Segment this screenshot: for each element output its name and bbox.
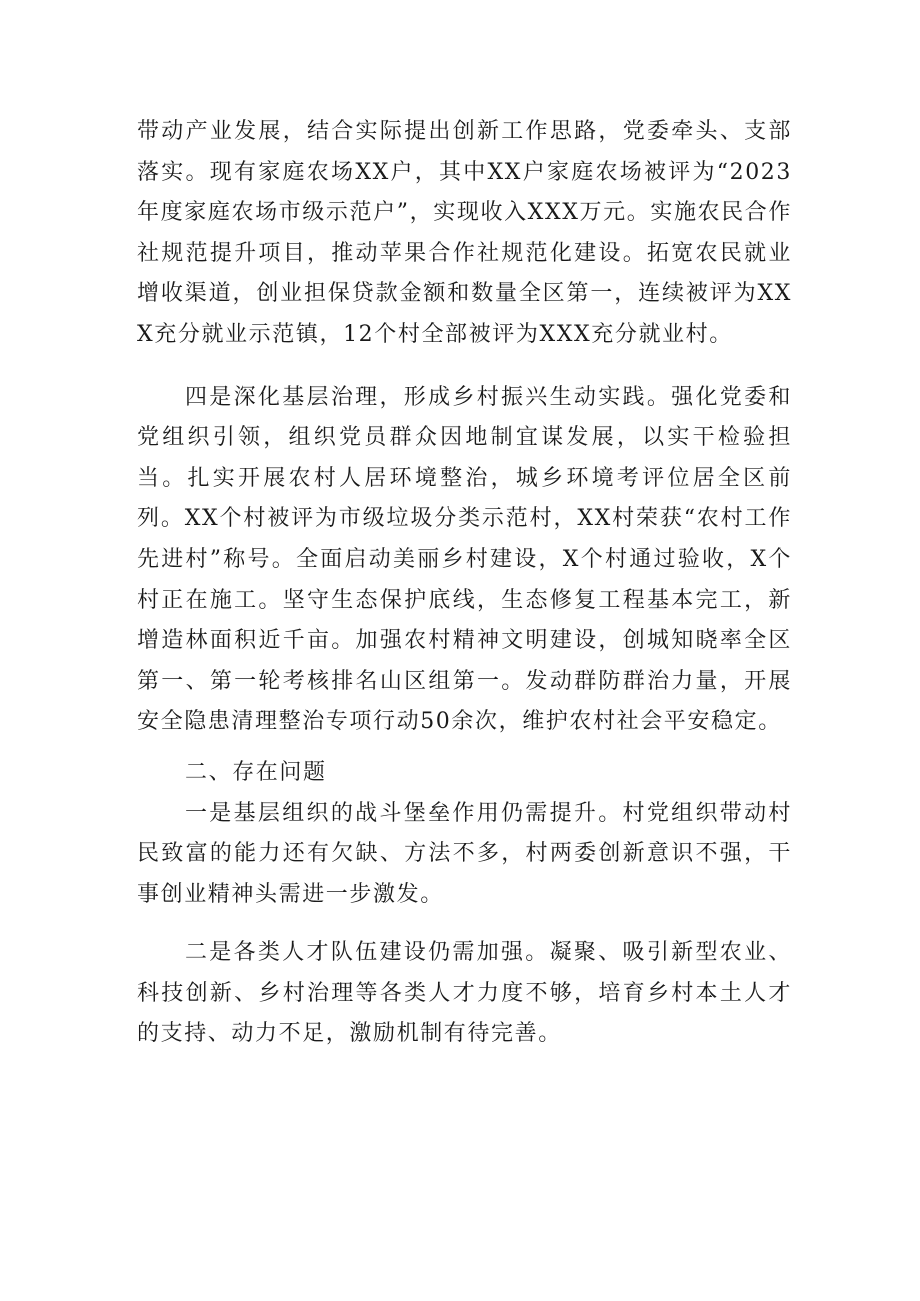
paragraph-grassroots-governance: 四是深化基层治理，形成乡村振兴生动实践。强化党委和党组织引领，组织党员群众因地制宜谋发展，以实干检验担当。扎实开展农村人居环境整治，城乡环境考评位居全区前列。XX个村被评为市级垃圾分类示范村，XX村荣获“农村工作先进村”称号。全面启动美丽乡村建设，X个村通过验收，X个村正在施工。坚守生态保护底线，生态修复工程基本完工，新增造林面积近千亩。加强农村精神文明建设，创城知晓率全区第一、第一轮考核排名山区组第一。发动群防群治力量，开展安全隐患清理整治专项行动50余次，维护农村社会平安稳定。 bbox=[137, 384, 792, 735]
paragraph-problem-talent: 二是各类人才队伍建设仍需加强。凝聚、吸引新型农业、科技创新、乡村治理等各类人才力度不够，培育乡村本土人才的支持、动力不足，激励机制有待完善。 bbox=[137, 940, 792, 1047]
paragraph-problem-organization: 一是基层组织的战斗堡垒作用仍需提升。村党组织带动村民致富的能力还有欠缺、方法不多，村两委创新意识不强，干事创业精神头需进一步激发。 bbox=[137, 800, 792, 907]
paragraph-industry-development: 带动产业发展，结合实际提出创新工作思路，党委牵头、支部落实。现有家庭农场XX户，其中XX户家庭农场被评为“2023年度家庭农场市级示范户”，实现收入XXX万元。实施农民合作社规范提升项目，推动苹果合作社规范化建设。拓宽农民就业增收渠道，创业担保贷款金额和数量全区第一，连续被评为XXX充分就业示范镇，12个村全部被评为XXX充分就业村。 bbox=[137, 119, 792, 347]
section-heading-problems: 二、存在问题 bbox=[185, 759, 327, 785]
